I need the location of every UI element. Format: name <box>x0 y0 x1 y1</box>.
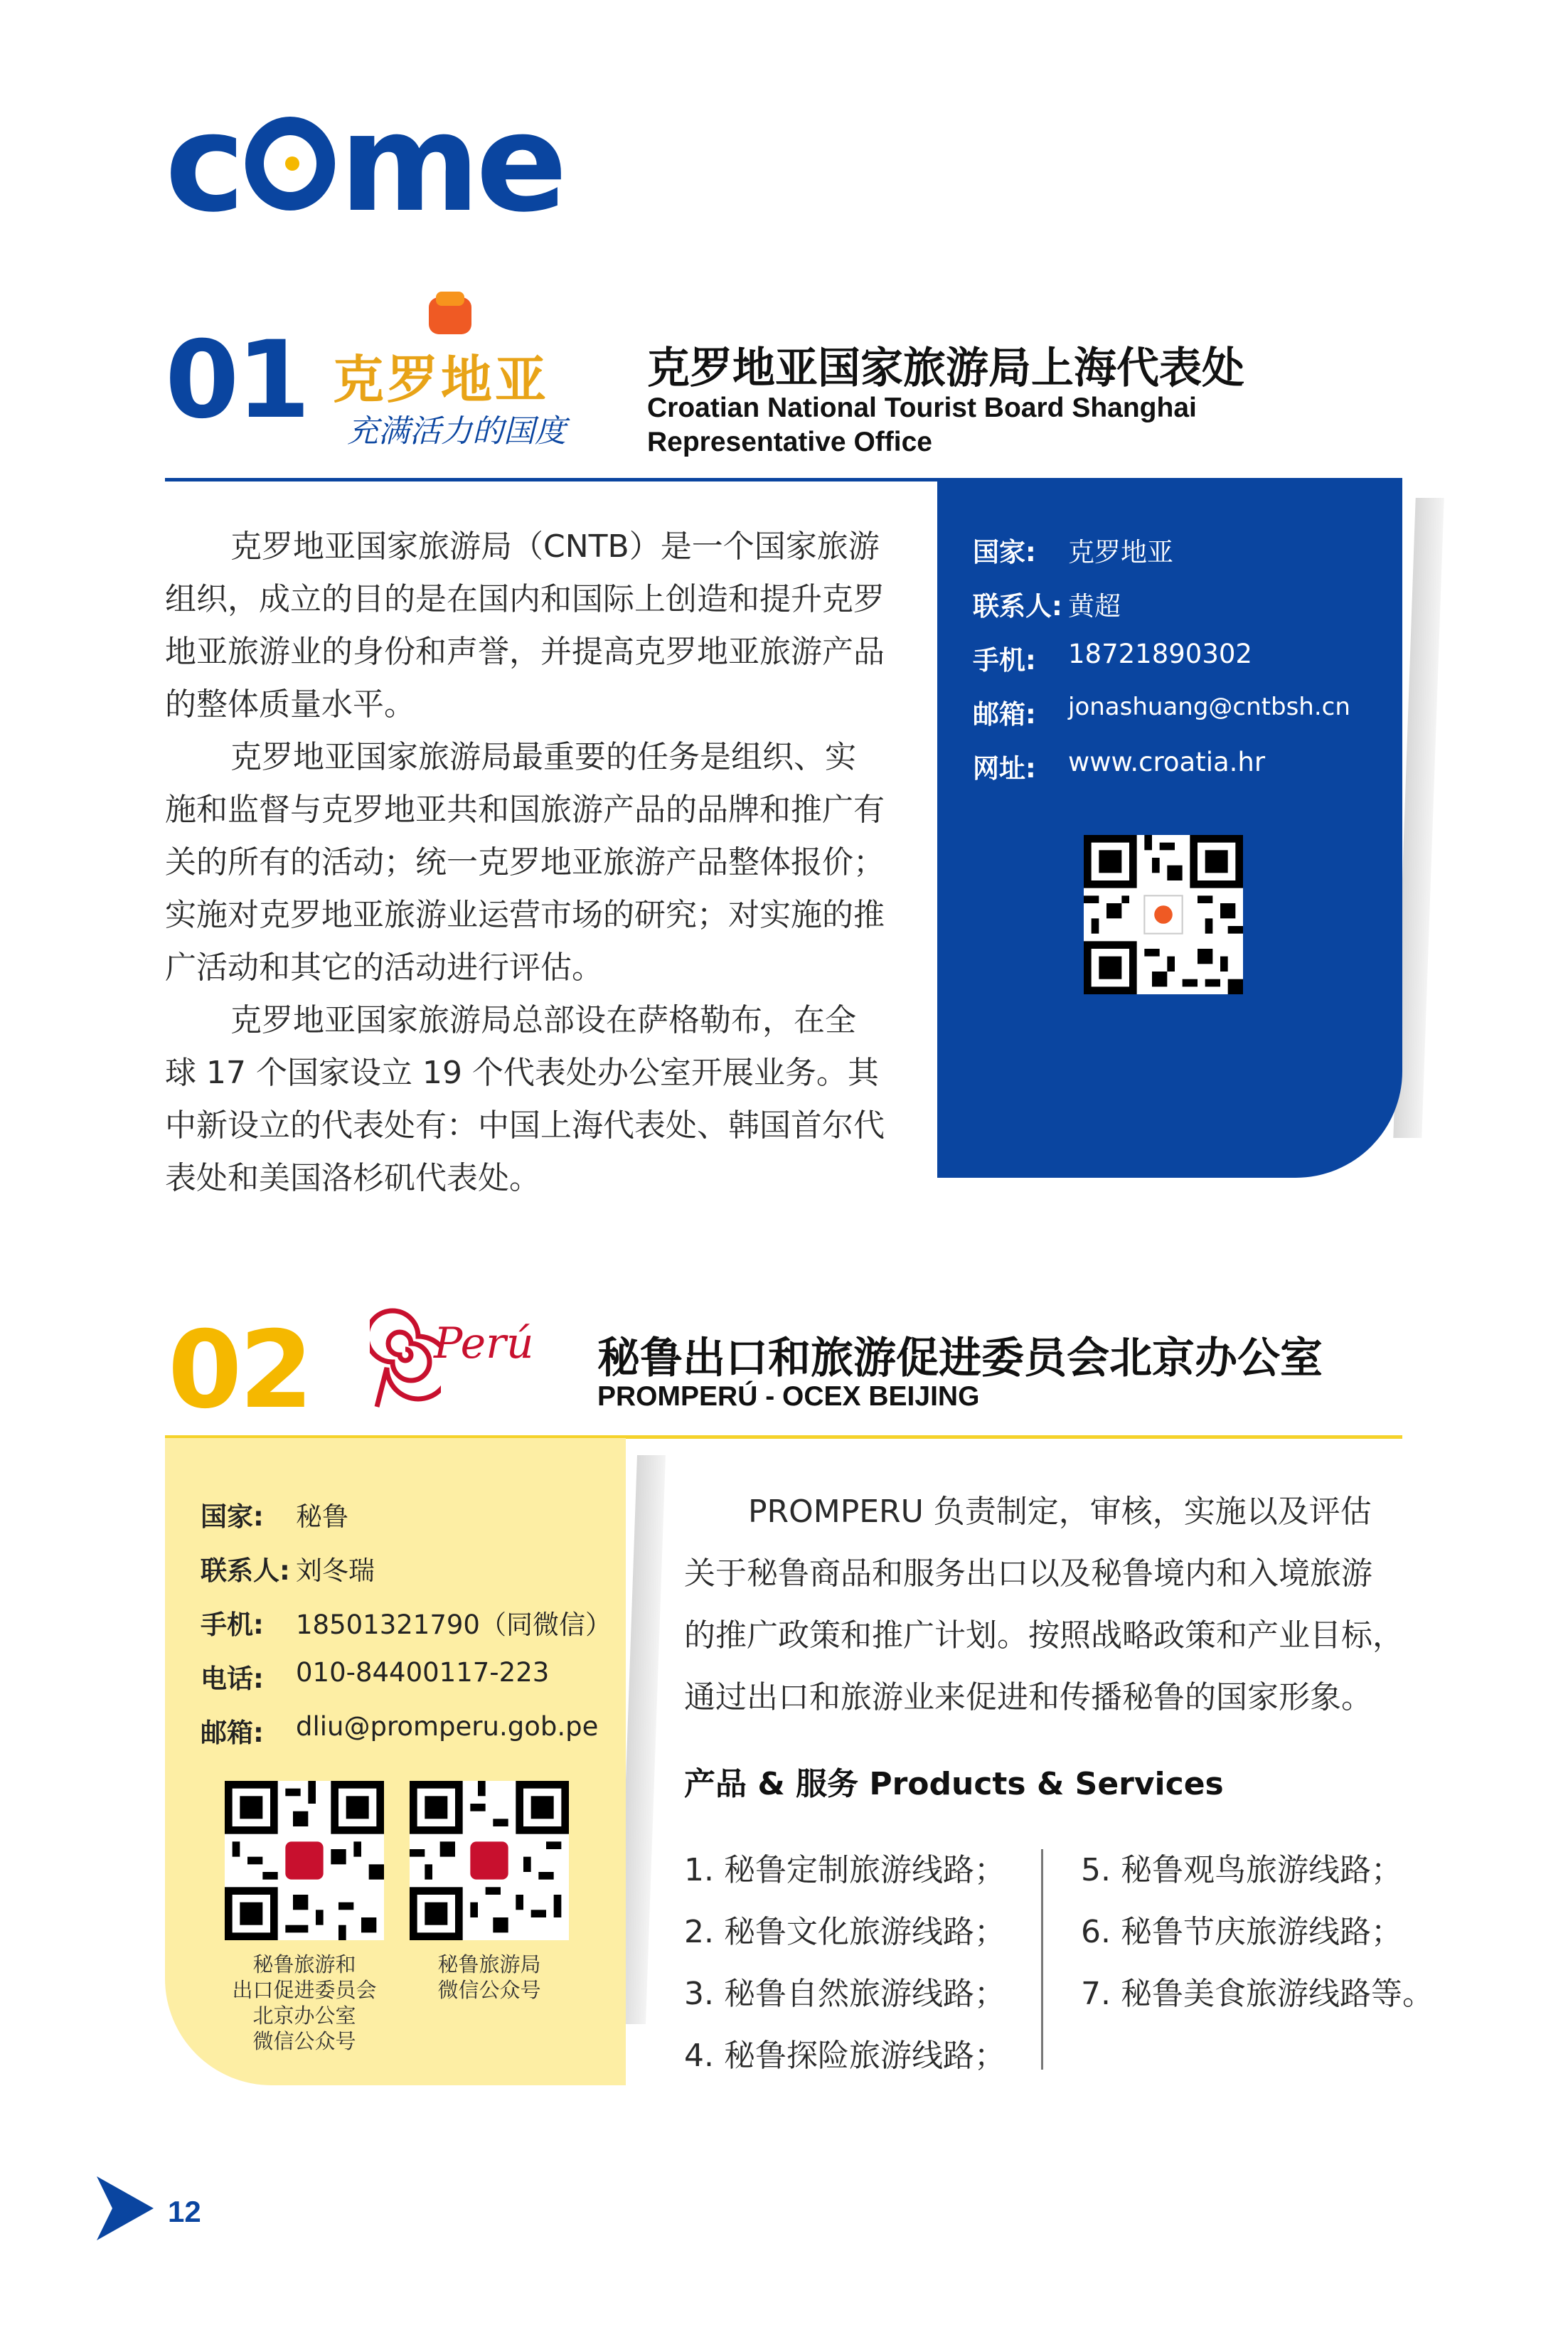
croatia-logo <box>333 292 603 455</box>
person-label: 联系人: <box>973 591 1062 622</box>
section1-title-en-line2: Representative Office <box>647 427 932 457</box>
mobile-label: 手机: <box>973 645 1036 676</box>
section1-paragraph-3: 克罗地亚国家旅游局总部设在萨格勒布，在全球 17 个国家设立 19 个代表处办公室开展业务。其中新设立的代表处有：中国上海代表处、韩国首尔代表处和美国洛杉矶代表处。 <box>165 1002 885 1196</box>
phone-value: 010-84400117-223 <box>296 1657 550 1688</box>
caption-line: 秘鲁旅游和 <box>252 1952 356 1976</box>
caption-line: 微信公众号 <box>437 1978 541 2002</box>
description-line: PROMPERU 负责制定，审核，实施以及评估 <box>748 1494 1372 1530</box>
person-label: 联系人: <box>201 1555 290 1586</box>
country-value: 克罗地亚 <box>1068 537 1173 568</box>
products-list-right <box>1081 1839 1434 2025</box>
come-logo <box>165 85 563 242</box>
list-item: 6. 秘鲁节庆旅游线路； <box>1081 1914 1402 1950</box>
croatia-logo-text: 克罗地亚 <box>333 350 550 410</box>
email-label: 邮箱: <box>973 699 1036 730</box>
qr-caption-tourism <box>384 1952 594 2003</box>
section1-body <box>165 521 886 1205</box>
products-divider <box>1041 1849 1043 2070</box>
email-value[interactable]: dliu@promperu.gob.pe <box>296 1711 599 1742</box>
products-services-title: 产品 & 服务 Products & Services <box>684 1766 1224 1802</box>
section2-title-cn: 秘鲁出口和旅游促进委员会北京办公室 <box>597 1334 1323 1383</box>
contact-web-row <box>973 747 1265 785</box>
mobile-value: 18721890302 <box>1068 639 1252 669</box>
target-icon <box>245 117 336 211</box>
web-label: 网址: <box>973 753 1036 784</box>
section1-paragraph-2: 克罗地亚国家旅游局最重要的任务是组织、实施和监督与克罗地亚共和国旅游产品的品牌和推广有关的所有的活动；统一克罗地亚旅游产品整体报价；实施对克罗地亚旅游业运营市场的研究；对实施的推广活动和其它的活动进行评估。 <box>165 739 885 986</box>
web-value[interactable]: www.croatia.hr <box>1068 747 1266 777</box>
caption-line: 北京办公室 <box>252 2004 356 2028</box>
contact-person-row <box>201 1549 375 1587</box>
email-label: 邮箱: <box>201 1718 264 1748</box>
page-number: 12 <box>168 2195 201 2228</box>
contact-phone-row <box>201 1657 549 1696</box>
section-number-02: 02 <box>168 1309 311 1432</box>
croatia-qr-code <box>1084 835 1243 994</box>
mobile-label: 手机: <box>201 1609 264 1640</box>
country-label: 国家: <box>201 1501 264 1532</box>
page-arrow-icon <box>97 2176 154 2240</box>
section2-title-en: PROMPERÚ - OCEX BEIJING <box>597 1381 980 1412</box>
person-value: 黄超 <box>1068 591 1121 622</box>
peru-logo <box>370 1302 562 1415</box>
phone-label: 电话: <box>201 1664 264 1694</box>
section-number-01: 01 <box>165 319 308 442</box>
croatia-logo-slogan: 充满活力的国度 <box>347 413 566 449</box>
mobile-value: 18501321790（同微信） <box>296 1609 612 1640</box>
peru-contact-panel <box>165 1438 626 2085</box>
caption-line: 微信公众号 <box>252 2029 356 2053</box>
peru-qr-code-tourism <box>410 1781 569 1940</box>
description-line: 通过出口和旅游业来促进和传播秘鲁的国家形象。 <box>684 1679 1372 1715</box>
list-item: 1. 秘鲁定制旅游线路； <box>684 1852 1006 1888</box>
peru-logo-text: Perú <box>434 1319 534 1368</box>
croatia-contact-panel <box>937 481 1402 1178</box>
section1-title-en-line1: Croatian National Tourist Board Shanghai <box>647 393 1197 423</box>
products-list-left <box>684 1839 1006 2087</box>
qr-caption-office <box>199 1952 410 2054</box>
contact-person-row <box>973 585 1121 623</box>
contact-mobile-row <box>973 639 1252 677</box>
description-line: 关于秘鲁商品和服务出口以及秘鲁境内和入境旅游 <box>684 1555 1372 1592</box>
section1-title-cn: 克罗地亚国家旅游局上海代表处 <box>647 344 1244 393</box>
section2-description <box>684 1481 1481 1728</box>
peru-spiral-icon <box>370 1302 441 1408</box>
list-item: 7. 秘鲁美食旅游线路等。 <box>1081 1976 1434 2012</box>
person-value: 刘冬瑞 <box>296 1555 375 1586</box>
list-item: 3. 秘鲁自然旅游线路； <box>684 1976 1006 2012</box>
country-label: 国家: <box>973 537 1036 568</box>
description-line: 的推广政策和推广计划。按照战略政策和产业目标， <box>684 1617 1404 1654</box>
country-value: 秘鲁 <box>296 1501 348 1532</box>
list-item: 2. 秘鲁文化旅游线路； <box>684 1914 1006 1950</box>
logo-letter-c: c <box>165 85 241 242</box>
contact-email-row <box>973 693 1350 731</box>
contact-country-row <box>201 1495 348 1533</box>
section1-paragraph-1: 克罗地亚国家旅游局（CNTB）是一个国家旅游组织，成立的目的是在国内和国际上创造和提升克罗地亚旅游业的身份和声誉，并提高克罗地亚旅游产品的整体质量水平。 <box>165 528 885 723</box>
contact-country-row <box>973 531 1173 569</box>
logo-letters-me: me <box>339 85 563 242</box>
contact-email-row <box>201 1711 598 1750</box>
peru-qr-code-office <box>225 1781 384 1940</box>
caption-line: 出口促进委员会 <box>232 1978 377 2002</box>
email-value[interactable]: jonashuang@cntbsh.cn <box>1068 693 1350 721</box>
caption-line: 秘鲁旅游局 <box>437 1952 541 1976</box>
list-item: 4. 秘鲁探险旅游线路； <box>684 2038 1006 2074</box>
list-item: 5. 秘鲁观鸟旅游线路； <box>1081 1852 1402 1888</box>
contact-mobile-row <box>201 1603 612 1641</box>
